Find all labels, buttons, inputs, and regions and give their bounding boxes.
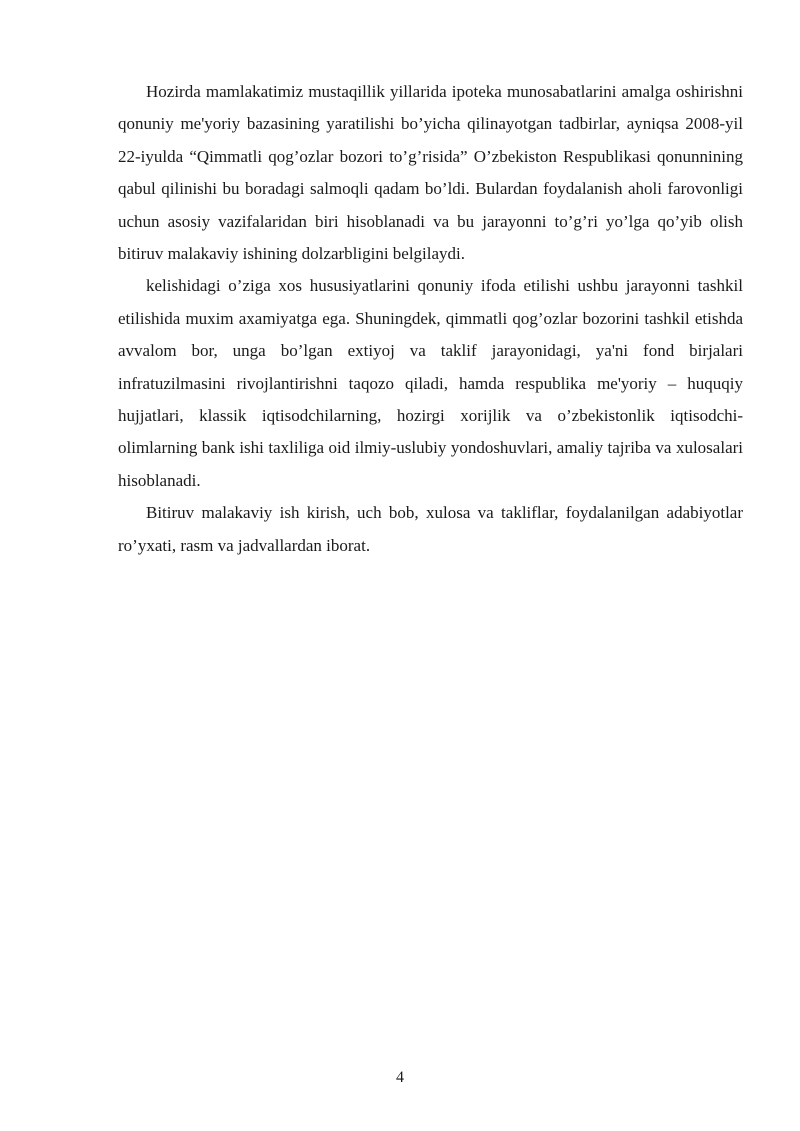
paragraph-3: Bitiruv malakaviy ish kirish, uch bob, xulosa va takliflar, foydalanilgan adabiyotlar ro’yxati, rasm va jadvallardan iborat. <box>118 503 743 555</box>
paragraph-2: kelishidagi o’ziga xos hususiyatlarini qonuniy ifoda etilishi ushbu jarayonni tashkil etilishida muxim axamiyatga ega. Shuningdek, qimmatli qog’ozlar bozorini tashkil etishda avvalom bor, unga bo’lgan extiyoj va taklif jarayonidagi, ya'ni fond birjalari infratuzilmasini rivojlantirishni taqozo qiladi, hamda respublika me'yoriy – huquqiy hujjatlari, klassik iqtisodchilarning, hozirgi xorijlik va o’zbekistonlik iqtisodchi-olimlarning bank ishi taxliliga oid ilmiy-uslubiy yondoshuvlari, amaliy tajriba va xulosalari hisoblanadi. <box>118 276 743 490</box>
paragraph-1: Hozirda mamlakatimiz mustaqillik yillarida ipoteka munosabatlarini amalga oshirishni qonuniy me'yoriy bazasining yaratilishi bo’yicha qilinayotgan tadbirlar, ayniqsa 2008-yil 22-iyulda “Qimmatli qog’ozlar bozori to’g’risida” O’zbekiston Respublikasi qonunnining qabul qilinishi bu boradagi salmoqli qadam bo’ldi. Bulardan foydalanish aholi farovonligi uchun asosiy vazifalaridan biri hisoblanadi va bu jarayonni to’g’ri yo’lga qo’yib olish bitiruv malakaviy ishining dolzarbligini belgilaydi. <box>118 82 743 264</box>
body-text <box>118 76 743 562</box>
page-number: 4 <box>396 1069 404 1086</box>
